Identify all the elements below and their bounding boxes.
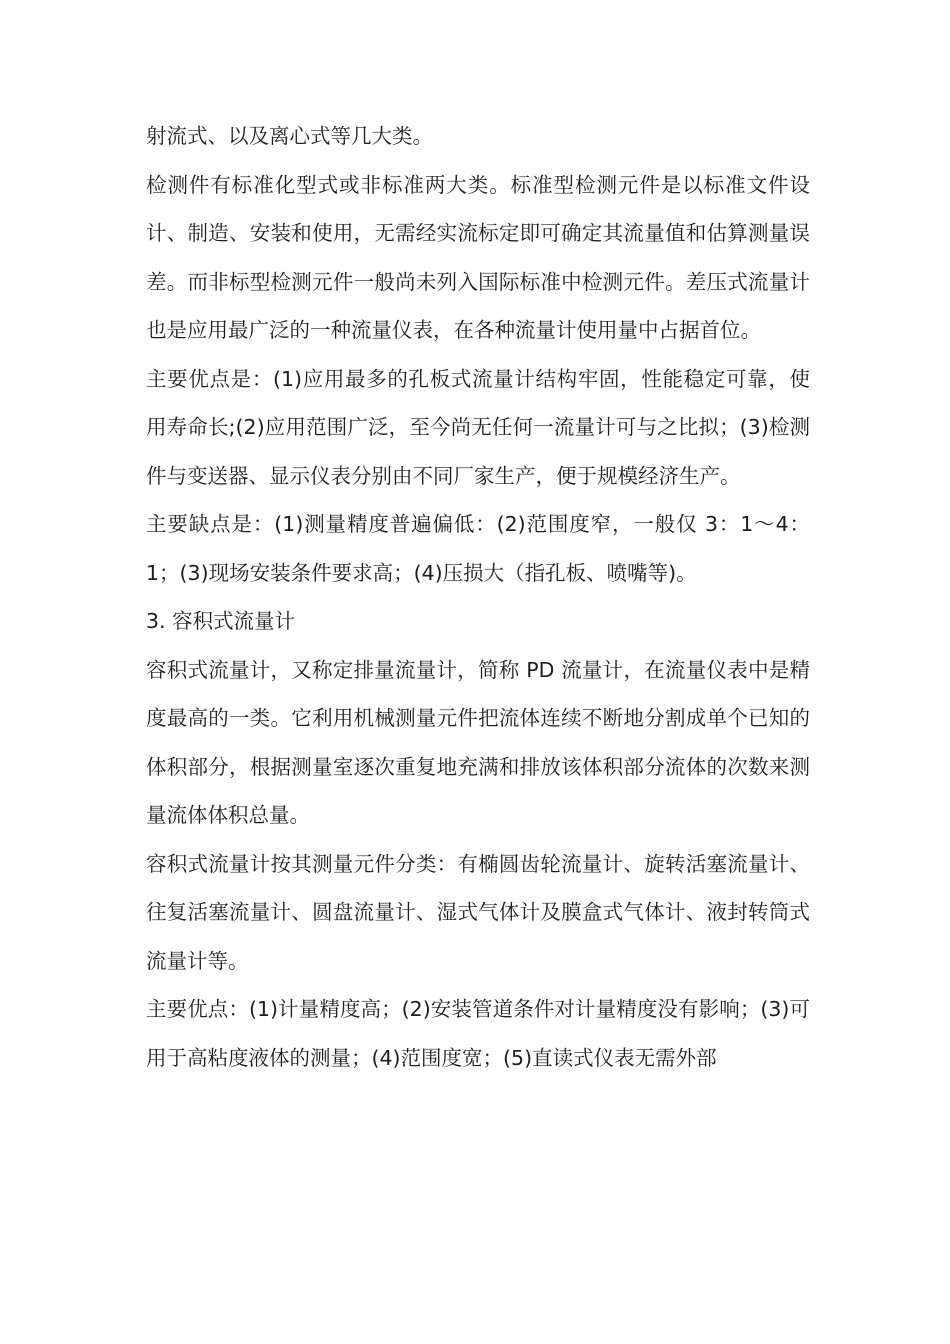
paragraph-dp-advantages: 主要优点是：(1)应用最多的孔板式流量计结构牢固，性能稳定可靠，使用寿命长;(2)应用范围广泛，至今尚无任何一流量计可与之比拟；(3)检测件与变送器、显示仪表分别由不同厂家生产，便于规模经济生产。: [146, 366, 810, 488]
paragraph-detection-elements: 检测件有标准化型式或非标准两大类。标准型检测元件是以标准文件设计、制造、安装和使用，无需经实流标定即可确定其流量值和估算测量误差。而非标型检测元件一般尚未列入国际标准中检测元件。差压式流量计也是应用最广泛的一种流量仪表，在各种流量计使用量中占据首位。: [146, 172, 810, 342]
section-heading-positive-displacement: 3. 容积式流量计: [146, 609, 296, 633]
paragraph-pd-advantages: 主要优点：(1)计量精度高；(2)安装管道条件对计量精度没有影响；(3)可用于高粘度液体的测量；(4)范围度宽；(5)直读式仪表无需外部: [146, 997, 810, 1070]
document-body: [146, 112, 810, 1082]
paragraph-dp-disadvantages: 主要缺点是：(1)测量精度普遍偏低：(2)范围度窄，一般仅 3：1～4：1；(3)现场安装条件要求高；(4)压损大（指孔板、喷嘴等)。: [146, 512, 810, 585]
paragraph-continuation: 射流式、以及离心式等几大类。: [146, 124, 433, 148]
paragraph-pd-intro: 容积式流量计，又称定排量流量计，简称 PD 流量计，在流量仪表中是精度最高的一类。它利用机械测量元件把流体连续不断地分割成单个已知的体积部分，根据测量室逐次重复地充满和排放该体积部分流体的次数来测量流体体积总量。: [146, 657, 810, 827]
paragraph-pd-types: 容积式流量计按其测量元件分类：有椭圆齿轮流量计、旋转活塞流量计、往复活塞流量计、圆盘流量计、湿式气体计及膜盒式气体计、液封转筒式流量计等。: [146, 851, 810, 973]
